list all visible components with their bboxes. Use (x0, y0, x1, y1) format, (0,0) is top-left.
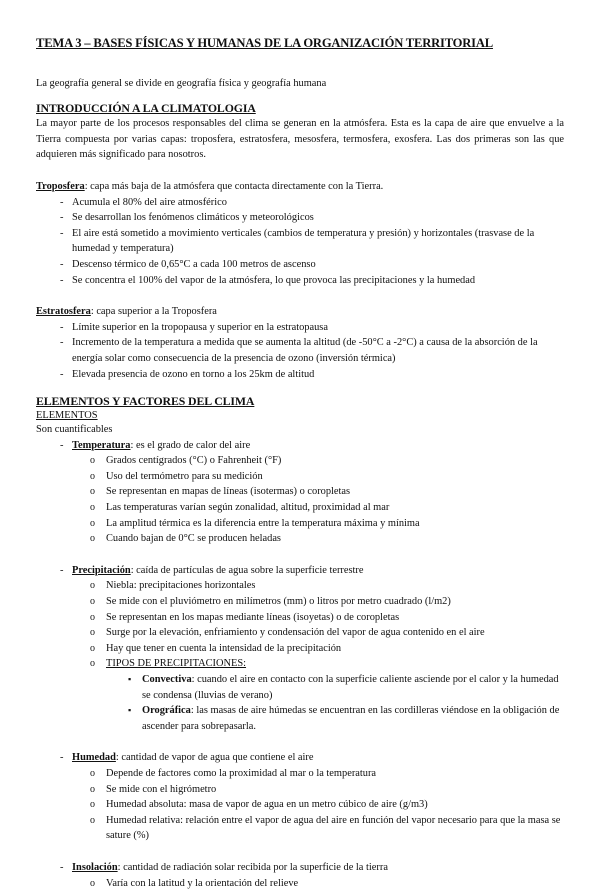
humedad-definition (36, 750, 564, 844)
insolacion-list (72, 876, 564, 891)
precipitacion-term: Precipitación (72, 564, 131, 576)
insolacion-term: Insolación (72, 861, 118, 873)
estratosfera-definition (36, 304, 564, 320)
list-item: - El aire está sometido a movimiento verticales (cambios de temperatura y presión) y horizontales (trasvase de la humedad y temperatura) (36, 226, 564, 257)
list-item: o Niebla: precipitaciones horizontales (72, 578, 564, 594)
list-item: o Se representan en mapas de líneas (isotermas) o coropletas (72, 484, 564, 500)
list-item: - Límite superior en la tropopausa y superior en la estratopausa (36, 320, 564, 336)
tipos-list (106, 672, 564, 734)
list-item: o Humedad relativa: relación entre el vapor de agua del aire en función del vapor necesario para que la masa se sature (%) (72, 813, 564, 844)
tipos-precipitaciones (72, 656, 564, 734)
list-item: - Incremento de la temperatura a medida que se aumenta la altitud (de -50°C a -2°C) a causa de la absorción de la energía solar como consecuencia de la presencia de ozono (inversión térmica) (36, 335, 564, 366)
precipitacion-list (72, 578, 564, 734)
temperatura-def: : es el grado de calor del aire (130, 439, 251, 451)
list-item: o Varía con la latitud y la orientación del relieve (72, 876, 564, 891)
list-item: - Se concentra el 100% del vapor de la atmósfera, lo que provoca las precipitaciones y la humedad (36, 273, 564, 289)
document-page (36, 36, 564, 891)
list-item: - Elevada presencia de ozono en torno a los 25km de altitud (36, 367, 564, 383)
tipos-label: TIPOS DE PRECIPITACIONES: (106, 658, 247, 670)
humedad-def: : cantidad de vapor de agua que contiene el aire (115, 752, 314, 764)
list-item: o Uso del termómetro para su medición (72, 469, 564, 485)
insolacion-section (36, 860, 564, 891)
heading-climatologia: INTRODUCCIÓN A LA CLIMATOLOGIA (36, 101, 256, 116)
humedad-term: Humedad (72, 752, 116, 764)
humedad-section (36, 750, 564, 844)
list-item: - Se desarrollan los fenómenos climáticos y meteorológicos (36, 210, 564, 226)
temperatura-list (72, 453, 564, 547)
estratosfera-term: Estratosfera (36, 306, 91, 318)
insolacion-definition (36, 860, 564, 891)
tipo-item (106, 672, 564, 703)
list-item: o Grados centígrados (°C) o Fahrenheit (°F) (72, 453, 564, 469)
precipitacion-section (36, 563, 564, 735)
tipo-def: : cuando el aire en contacto con la superficie caliente asciende por el calor y la humedad se condensa (lluvias de verano) (142, 674, 559, 701)
estratosfera-list (36, 320, 564, 382)
troposfera-definition (36, 179, 564, 195)
tipo-term: Orográfica (142, 705, 191, 717)
humedad-list (72, 766, 564, 844)
list-item: - Descenso térmico de 0,65°C a cada 100 metros de ascenso (36, 257, 564, 273)
troposfera-term: Troposfera (36, 180, 85, 192)
tipo-term: Convectiva (142, 674, 192, 685)
document-title: TEMA 3 – BASES FÍSICAS Y HUMANAS DE LA ORGANIZACIÓN TERRITORIAL (36, 36, 493, 50)
heading-elementos-factores: ELEMENTOS Y FACTORES DEL CLIMA (36, 394, 255, 409)
list-item: o Surge por la elevación, enfriamiento y condensación del vapor de agua contenido en el aire (72, 625, 564, 641)
list-item: o Se mide con el higrómetro (72, 782, 564, 798)
list-item: o Las temperaturas varían según zonalidad, altitud, proximidad al mar (72, 500, 564, 516)
troposfera-list (36, 195, 564, 289)
list-item: - Acumula el 80% del aire atmosférico (36, 195, 564, 211)
tipo-def: : las masas de aire húmedas se encuentran en las cordilleras viéndose en la obligación de ascender para sobrepasarla. (142, 705, 560, 732)
precipitacion-definition (36, 563, 564, 735)
tipo-item (106, 703, 564, 734)
list-item: o Humedad absoluta: masa de vapor de agua en un metro cúbico de aire (g/m3) (72, 797, 564, 813)
temperatura-term: Temperatura (72, 439, 131, 451)
list-item: o La amplitud térmica es la diferencia entre la temperatura máxima y mínima (72, 516, 564, 532)
troposfera-def: : capa más baja de la atmósfera que contacta directamente con la Tierra. (84, 180, 384, 192)
estratosfera-def: : capa superior a la Troposfera (90, 306, 217, 318)
temperatura-definition (36, 438, 564, 547)
elementos-note: Son cuantificables (36, 424, 113, 436)
insolacion-def: : cantidad de radiación solar recibida por la superficie de la tierra (117, 861, 388, 873)
list-item: o Hay que tener en cuenta la intensidad de la precipitación (72, 641, 564, 657)
list-item: o Se mide con el pluviómetro en milímetros (mm) o litros por metro cuadrado (l/m2) (72, 594, 564, 610)
precipitacion-def: : caída de partículas de agua sobre la superficie terrestre (130, 564, 364, 576)
list-item: o Se representan en los mapas mediante líneas (isoyetas) o de coropletas (72, 610, 564, 626)
subheading-elementos: ELEMENTOS (36, 410, 98, 422)
list-item: o Depende de factores como la proximidad al mar o la temperatura (72, 766, 564, 782)
list-item: o Cuando bajan de 0°C se producen heladas (72, 531, 564, 547)
climatologia-paragraph: La mayor parte de los procesos responsables del clima se generan en la atmósfera. Esta es la capa de aire que envuelve a la Tierra compuesta por varias capas: troposfera, estratosfera, mesosfera, termosfera, exosfera. Las dos primeras son las que adquieren más significado para nosotros. (36, 118, 564, 161)
temperatura-section (36, 438, 564, 547)
intro-text: La geografía general se divide en geografía física y geografía humana (36, 77, 327, 89)
